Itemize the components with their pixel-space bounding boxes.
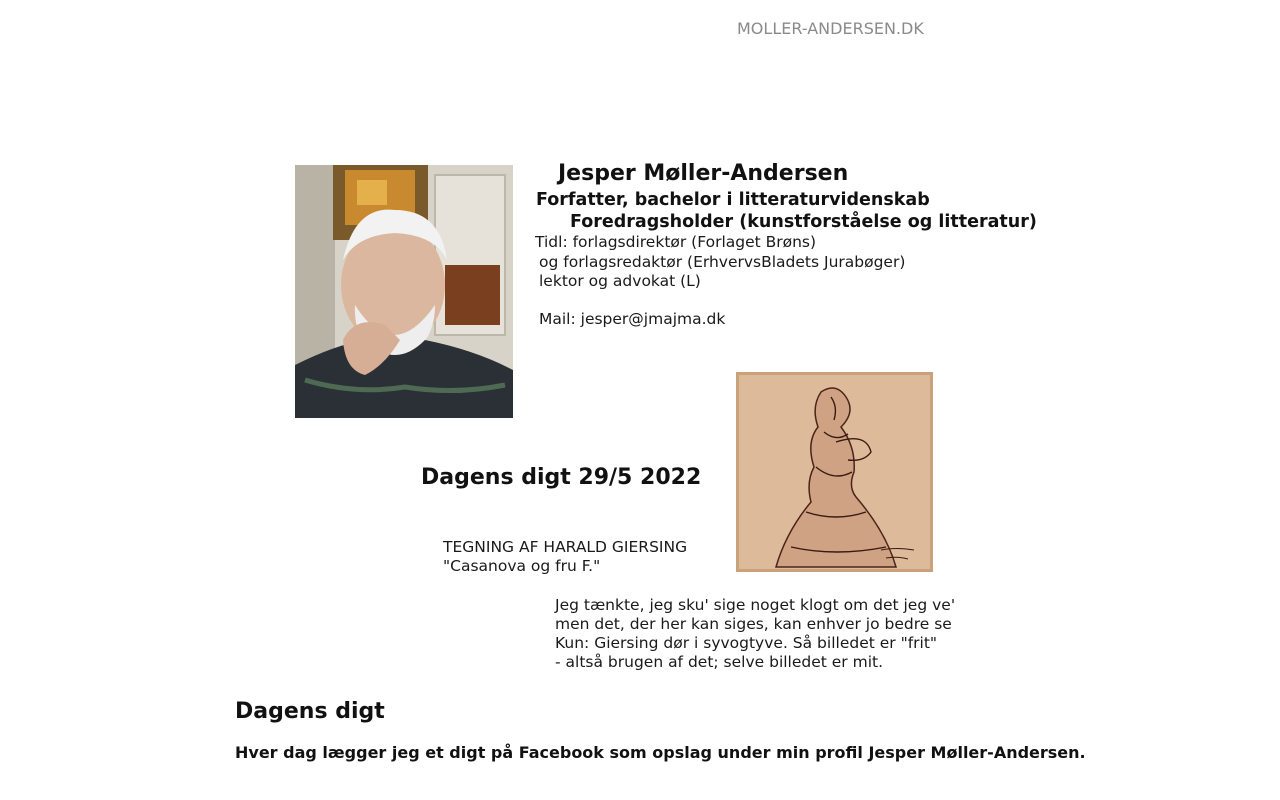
- daily-poem-heading: Dagens digt 29/5 2022: [421, 465, 702, 490]
- section-heading-daily-poem: Dagens digt: [235, 699, 385, 724]
- poem-line: Jeg tænkte, jeg sku' sige noget klogt om det jeg ve': [555, 596, 956, 614]
- drawing-caption-line-1: TEGNING AF HARALD GIERSING: [443, 538, 688, 556]
- poem-line: men det, der her kan siges, kan enhver jo bedre se: [555, 615, 952, 633]
- previous-role-line-1: Tidl: forlagsdirektør (Forlaget Brøns): [535, 233, 817, 251]
- previous-role-line-2: og forlagsredaktør (ErhvervsBladets Jurabøger): [539, 253, 906, 271]
- contact-mail[interactable]: Mail: jesper@jmajma.dk: [539, 310, 726, 328]
- author-name: Jesper Møller-Andersen: [558, 161, 849, 186]
- giersing-drawing-image: [736, 372, 933, 572]
- author-portrait-photo: [295, 165, 513, 418]
- section-description: Hver dag lægger jeg et digt på Facebook som opslag under min profil Jesper Møller-Andersen.: [235, 743, 1086, 762]
- drawing-caption-line-2: "Casanova og fru F.": [443, 557, 601, 575]
- poem-line: Kun: Giersing dør i syvogtyve. Så billedet er "frit": [555, 634, 938, 652]
- previous-role-line-3: lektor og advokat (L): [539, 272, 701, 290]
- site-name-link[interactable]: MOLLER-ANDERSEN.DK: [737, 19, 924, 38]
- author-title-line-2: Foredragsholder (kunstforståelse og litteratur): [570, 212, 1037, 232]
- author-title-line-1: Forfatter, bachelor i litteraturvidenskab: [536, 190, 930, 210]
- poem-line: - altså brugen af det; selve billedet er mit.: [555, 653, 884, 671]
